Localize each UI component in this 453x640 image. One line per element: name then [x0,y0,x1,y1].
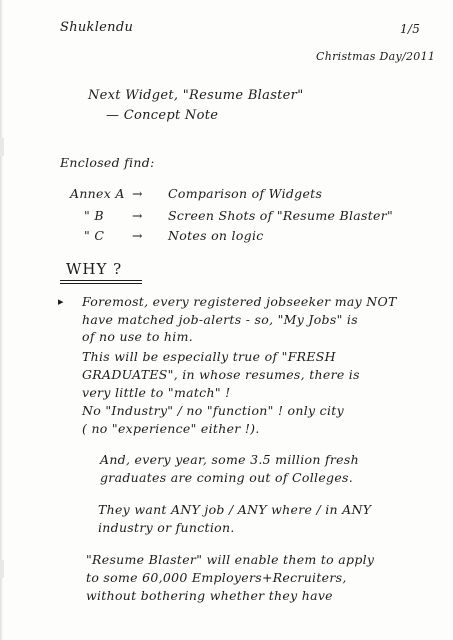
title-line-2: — Concept Note [106,108,219,123]
body-line: ( no "experience" either !). [82,421,260,436]
body-line: No "Industry" / no "function" ! only city [82,403,344,418]
body-line: Foremost, every registered jobseeker may NOT [82,294,397,309]
annex-label: Annex A [70,186,125,201]
annex-text: Screen Shots of "Resume Blaster" [168,208,394,223]
body-line: GRADUATES", in whose resumes, there is [82,367,360,382]
bullet-icon: ▸ [58,295,64,308]
body-line: have matched job-alerts - so, "My Jobs" is [82,312,358,327]
annex-row [84,228,264,243]
why-heading: WHY ? [66,260,123,278]
punch-hole-mark [0,560,4,578]
date-text: Christmas Day/2011 [316,50,436,63]
body-line: without bothering whether they have [86,588,333,603]
annex-row [84,208,394,223]
body-line: very little to "match" ! [82,385,231,400]
body-line: industry or function. [98,520,235,535]
arrow-icon: → [132,208,143,223]
body-line: They want ANY job / ANY where / in ANY [98,502,372,517]
enclosed-heading: Enclosed find: [60,155,155,170]
annex-row [70,186,323,201]
annex-label: " C [84,228,105,243]
body-line: graduates are coming out of Colleges. [100,470,354,485]
body-line: of no use to him. [82,329,194,344]
punch-hole-mark [0,138,4,156]
heading-underline [60,280,142,281]
page-edge-shadow [0,0,3,640]
body-line: This will be especially true of "FRESH [82,349,336,364]
body-line: And, every year, some 3.5 million fresh [100,452,359,467]
body-line: to some 60,000 Employers+Recruiters, [86,570,347,585]
arrow-icon: → [132,228,143,243]
heading-underline [60,283,142,284]
body-line: "Resume Blaster" will enable them to apply [86,552,375,567]
annex-label: " B [84,208,104,223]
annex-text: Notes on logic [168,228,264,243]
annex-text: Comparison of Widgets [168,186,323,201]
title-line-1: Next Widget, "Resume Blaster" [88,88,304,103]
page-number: 1/5 [400,22,421,36]
author-name: Shuklendu [60,20,134,35]
arrow-icon: → [132,186,143,201]
